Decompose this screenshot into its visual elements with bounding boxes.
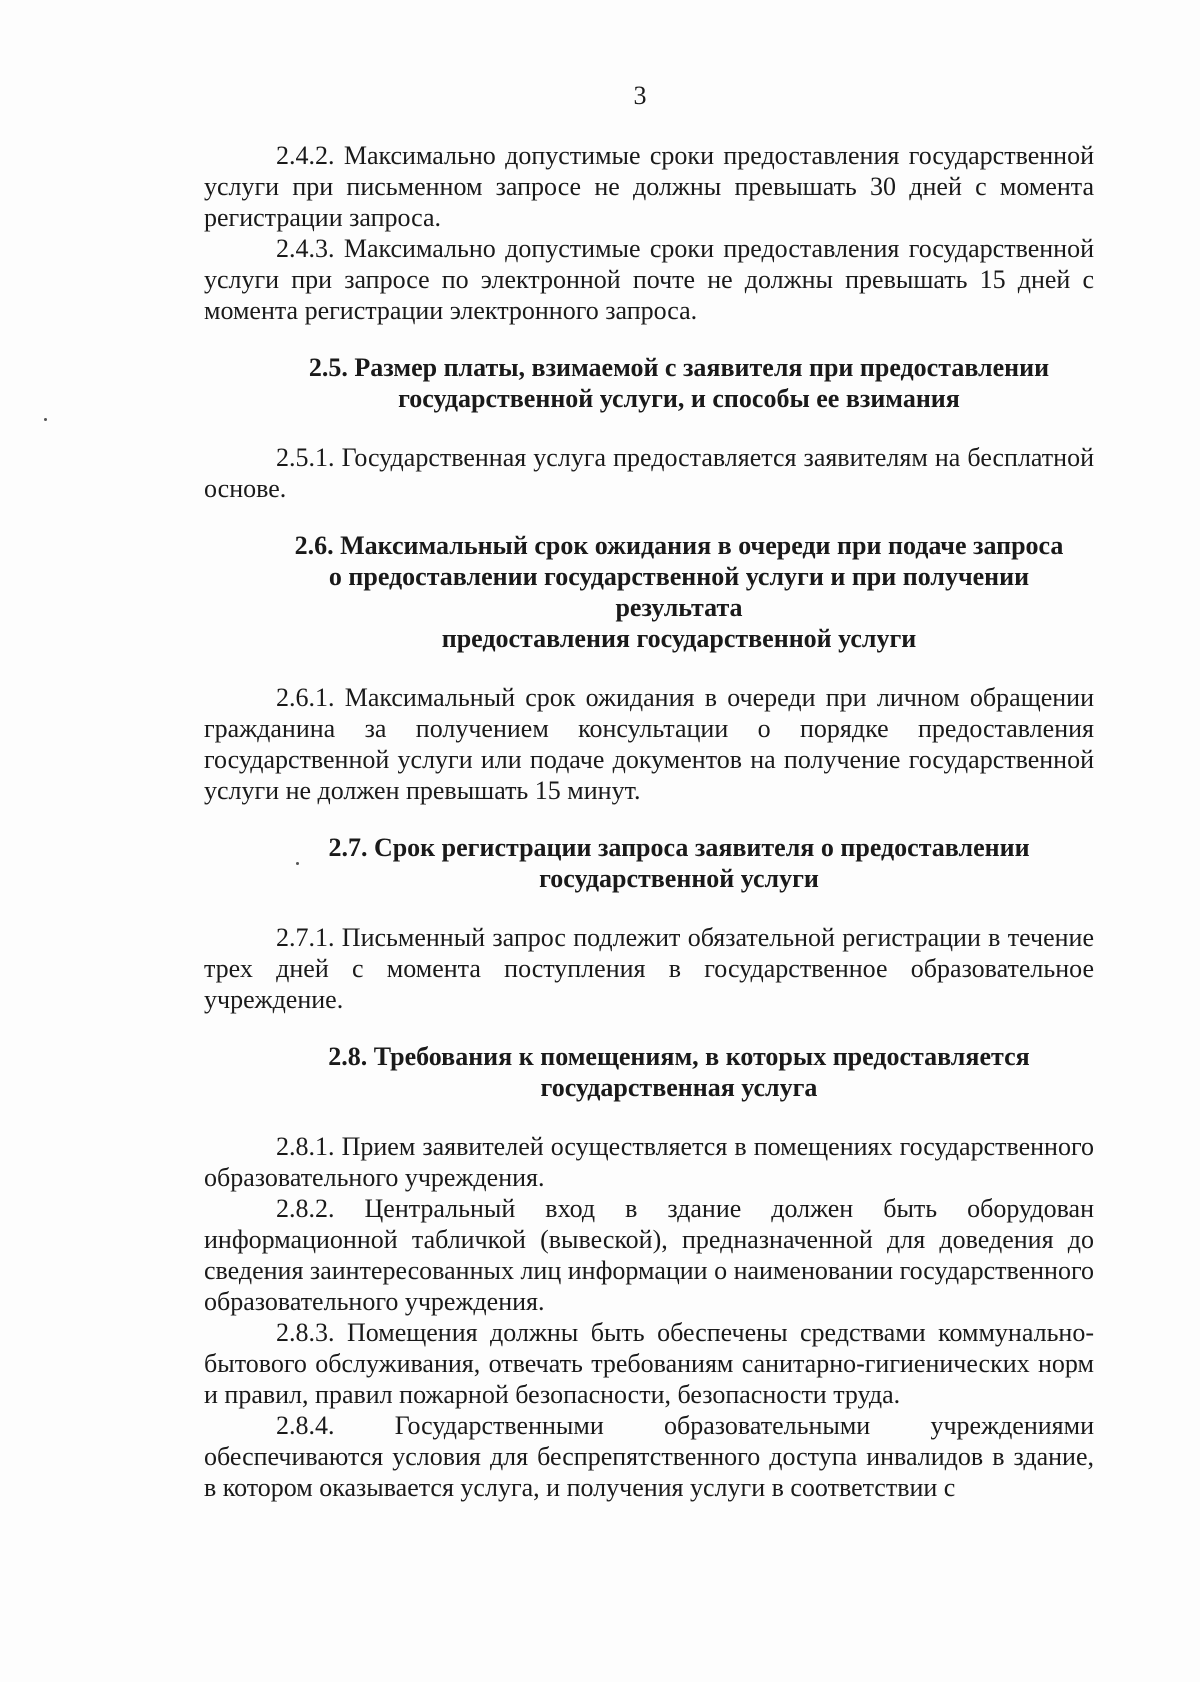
paragraph-2-8-2: 2.8.2. Центральный вход в здание должен быть оборудован информационной табличкой (вывеской), предназначенной для доведения до сведения заинтересованных лиц информации о наименовании государственного образовательного учреждения.: [204, 1194, 1094, 1316]
scan-speck: [296, 862, 299, 865]
heading-line: 2.5. Размер платы, взимаемой с заявителя при предоставлении: [308, 353, 1050, 382]
heading-line: 2.6. Максимальный срок ожидания в очереди при подаче запроса: [294, 531, 1064, 560]
page-number: 3: [633, 81, 647, 110]
heading-line: 2.8. Требования к помещениям, в которых предоставляется: [328, 1042, 1030, 1071]
paragraph-2-8-3: 2.8.3. Помещения должны быть обеспечены средствами коммунально-бытового обслуживания, отвечать требованиям санитарно-гигиенических норм и правил, правил пожарной безопасности, безопасности труда.: [204, 1318, 1094, 1409]
paragraph-2-5-1: 2.5.1. Государственная услуга предоставляется заявителям на бесплатной основе.: [204, 443, 1094, 503]
heading-line: о предоставлении государственной услуги и при получении результата: [328, 562, 1030, 622]
section-heading-2-7: [204, 832, 1094, 894]
paragraph-2-4-3: 2.4.3. Максимально допустимые сроки предоставления государственной услуги при запросе по электронной почте не должны превышать 15 дней с момента регистрации электронного запроса.: [204, 234, 1094, 325]
paragraph-2-8-4: 2.8.4. Государственными образовательными учреждениями обеспечиваются условия для беспрепятственного доступа инвалидов в здание, в котором оказывается услуга, и получения услуги в соответствии с: [204, 1411, 1094, 1502]
paragraph-2-7-1: 2.7.1. Письменный запрос подлежит обязательной регистрации в течение трех дней с момента поступления в государственное образовательное учреждение.: [204, 923, 1094, 1014]
paragraph-2-6-1: 2.6.1. Максимальный срок ожидания в очереди при личном обращении гражданина за получением консультации о порядке предоставления государственной услуги или подаче документов на получение государственной услуги не должен превышать 15 минут.: [204, 683, 1094, 805]
section-heading-2-5: [204, 352, 1094, 414]
heading-line: 2.7. Срок регистрации запроса заявителя о предоставлении: [328, 833, 1030, 862]
section-heading-2-6: [204, 530, 1094, 654]
heading-line: государственная услуга: [540, 1073, 818, 1102]
section-heading-2-8: [204, 1041, 1094, 1103]
heading-line: предоставления государственной услуги: [441, 624, 917, 653]
heading-line: государственной услуги: [539, 864, 819, 893]
scan-speck: [44, 418, 47, 421]
paragraph-2-8-1: 2.8.1. Прием заявителей осуществляется в помещениях государственного образовательного учреждения.: [204, 1132, 1094, 1192]
heading-line: государственной услуги, и способы ее взимания: [398, 384, 960, 413]
document-body: [204, 140, 1094, 1503]
paragraph-2-4-2: 2.4.2. Максимально допустимые сроки предоставления государственной услуги при письменном запросе не должны превышать 30 дней с момента регистрации запроса.: [204, 141, 1094, 232]
